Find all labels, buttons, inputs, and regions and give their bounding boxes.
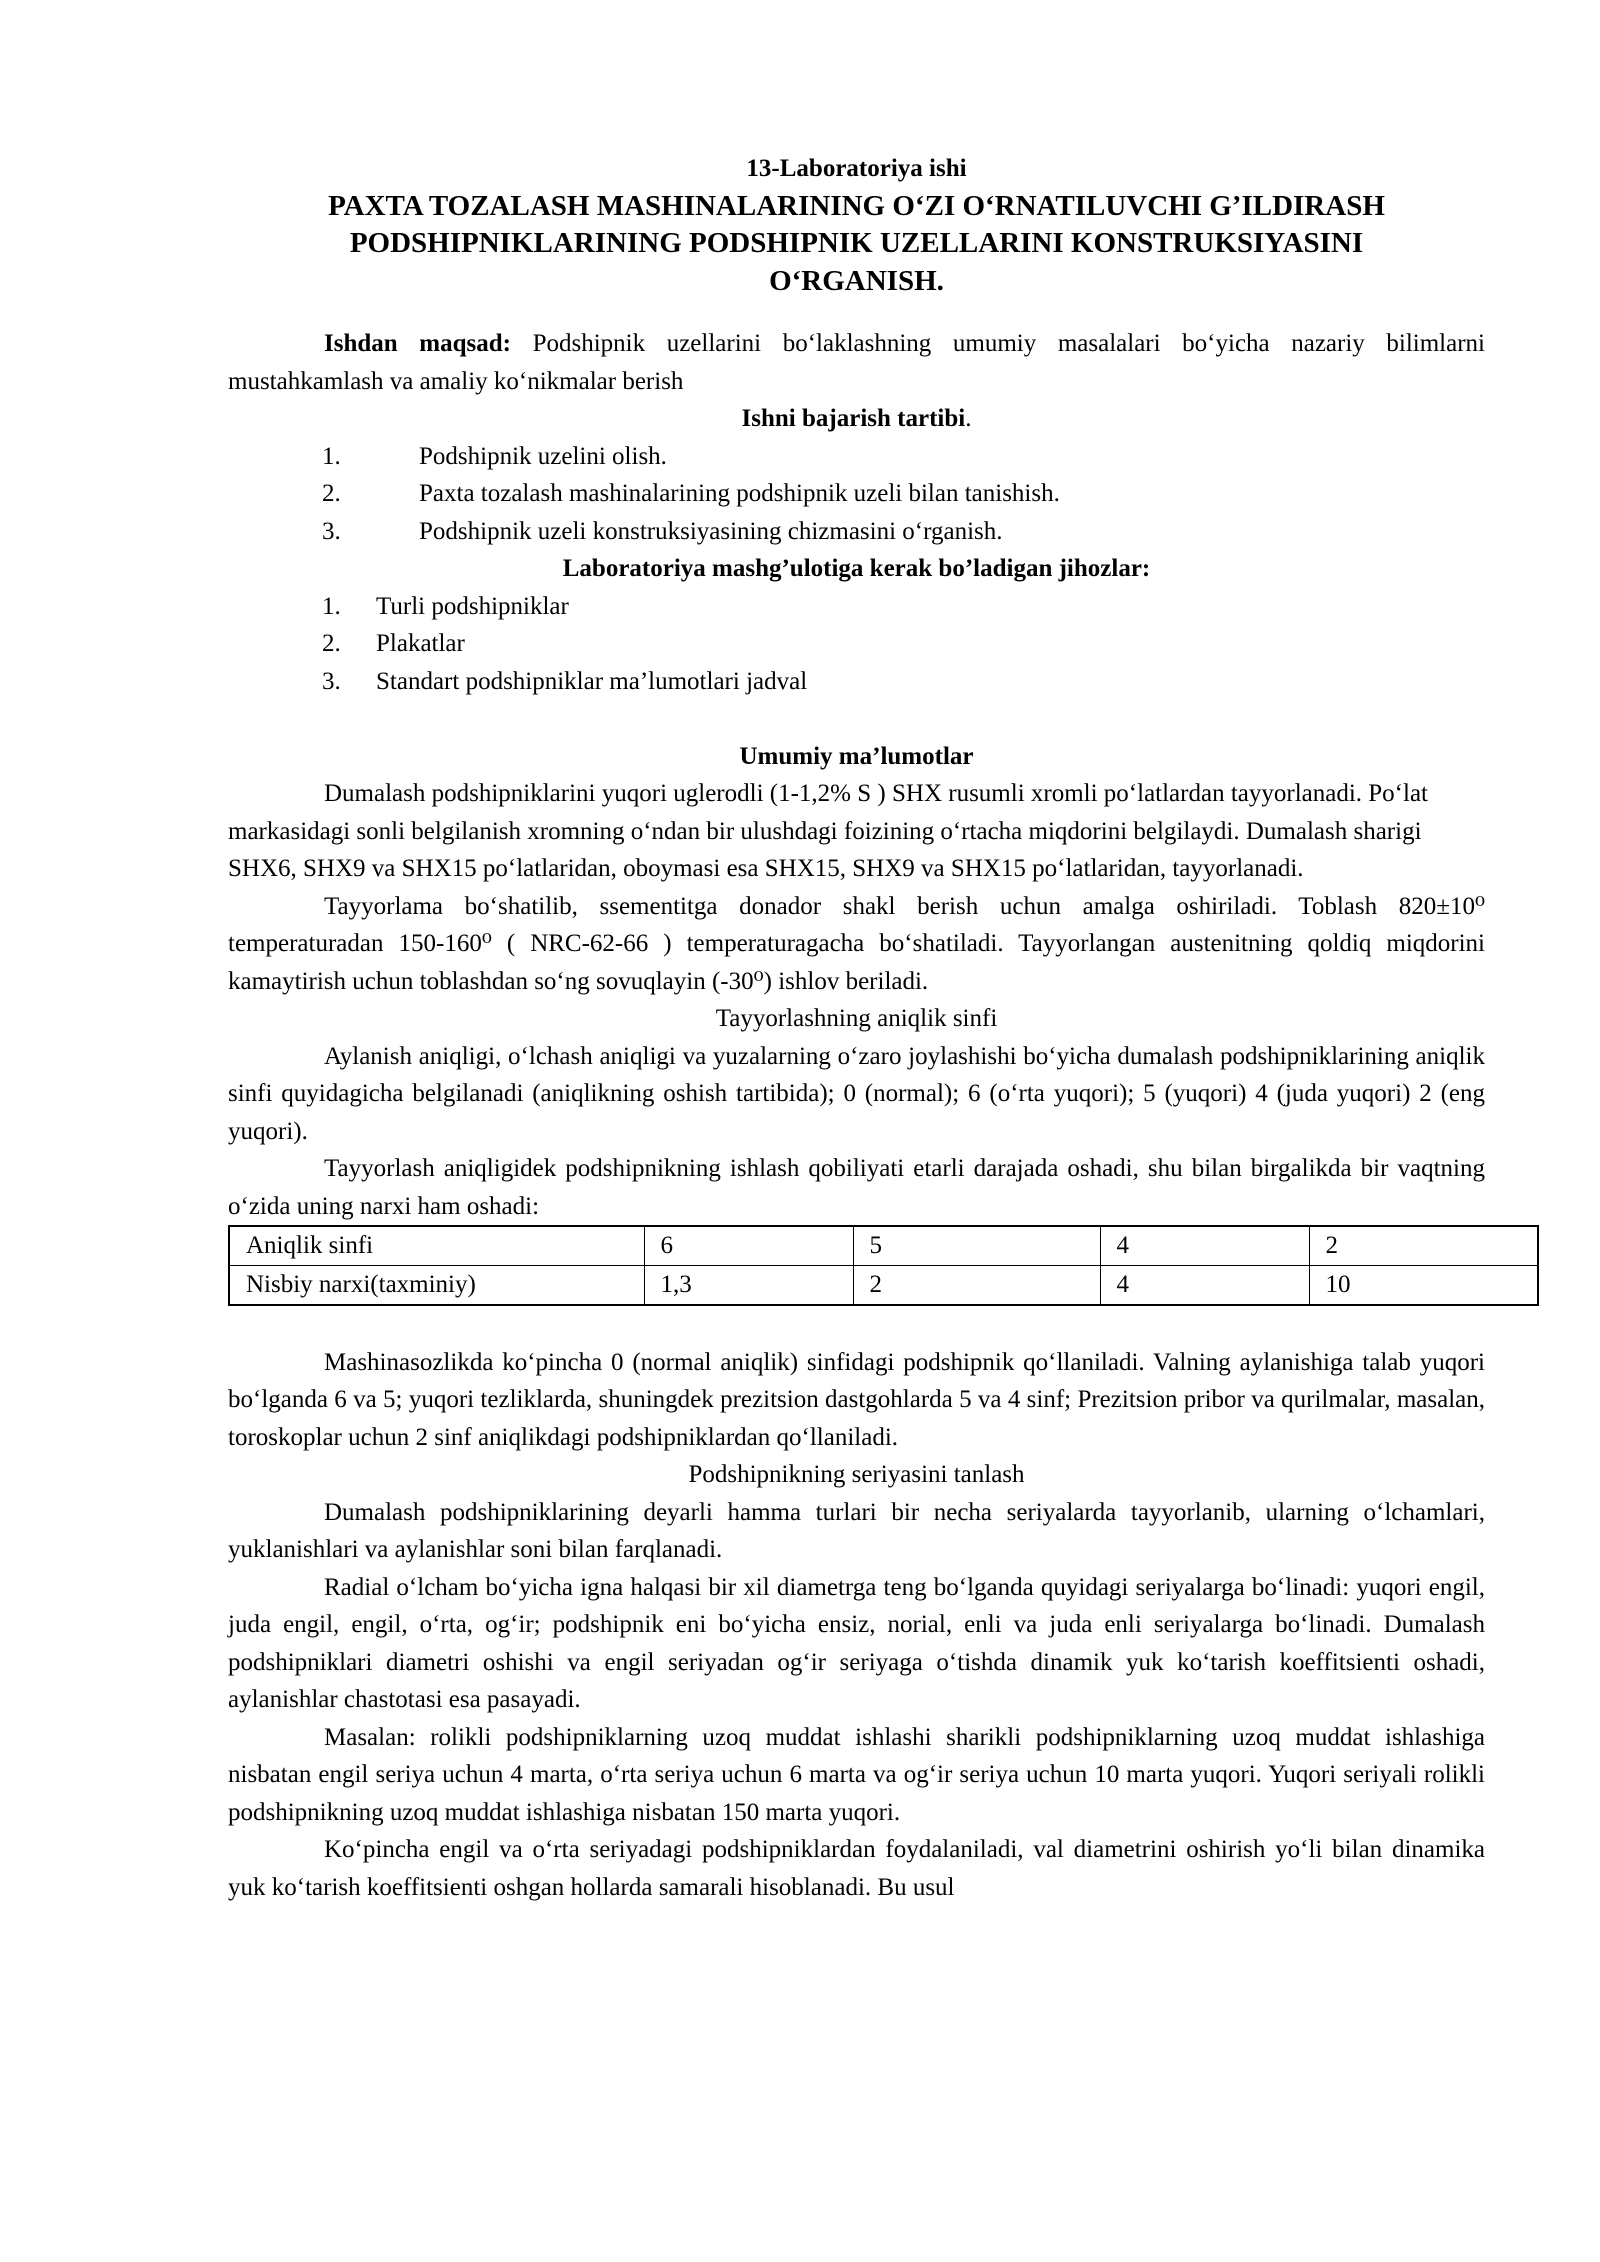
table-cell: 6 [644,1226,853,1266]
table-cell: Aniqlik sinfi [229,1226,644,1266]
table-cell: 5 [853,1226,1100,1266]
equipment-heading: Laboratoriya mashg’ulotiga kerak bo’ladigan jihozlar: [562,555,1151,582]
procedure-item-1 [228,438,1485,476]
lab-number-title: 13-Laboratoriya ishi [746,155,967,182]
accuracy-class-heading: Tayyorlashning aniqlik sinfi [715,1005,998,1032]
accuracy-classes-paragraph: Aylanish aniqligi, o‘lchash aniqligi va yuzalarning o‘zaro joylashishi bo‘yicha dumalash podshipniklarining aniqlik sinfi quyidagicha belgilanadi (aniqlikning oshish tartibida); 0 (normal); 6 (o‘rta yuqori); 5 (yuqori) 4 (juda yuqori) 2 (eng yuqori). [228,1042,1485,1145]
procedure-heading-text: Ishni bajarish tartibi [741,405,966,432]
equipment-item-2 [228,625,1485,663]
table-cell: 1,3 [644,1266,853,1306]
usage-paragraph: Mashinasozlikda ko‘pincha 0 (normal aniqlik) sinfidagi podshipnik qo‘llaniladi. Valning aylanishiga talab yuqori bo‘lganda 6 va 5; yuqori tezliklarda, shuningdek prezitsion dastgohlarda 5 va 4 sinf; Prezitsion pribor va qurilmalar, masalan, toroskoplar uchun 2 sinf aniqlikdagi podshipniklardan qo‘llaniladi. [228,1348,1485,1451]
accuracy-cost-paragraph: Tayyorlash aniqligidek podshipnikning ishlash qobiliyati etarli darajada oshadi, shu bilan birgalikda bir vaqtning o‘zida uning narxi ham oshadi: [228,1155,1485,1220]
table-cell: 4 [1100,1226,1309,1266]
series-conclusion-paragraph: Ko‘pincha engil va o‘rta seriyadagi podshipniklardan foydalaniladi, val diametrini oshirish yo‘li bilan dinamika yuk ko‘tarish koeffitsienti oshgan hollarda samarali hisoblanadi. Bu usul [228,1836,1485,1901]
procedure-item-2-text: Paxta tozalash mashinalarining podshipnik uzeli bilan tanishish. [419,480,1060,507]
table-row-relative-price [229,1266,1538,1306]
table-cell: 10 [1309,1266,1538,1306]
procedure-item-2-number: 2. [322,480,341,507]
equipment-item-2-number: 2. [322,630,341,657]
main-title-line-2: PODSHIPNIKLARINING PODSHIPNIK UZELLARINI KONSTRUKSIYASINI [349,227,1364,259]
table-row-accuracy-class [229,1226,1538,1266]
procedure-item-3-number: 3. [322,517,341,545]
heat-treatment-paragraph: Tayyorlama bo‘shatilib, ssementitga donador shakl berish uchun amalga oshiriladi. Toblash 820±10⁰ temperaturadan 150-160⁰ ( NRC-62-66 ) temperaturagacha bo‘shatiladi. Tayyorlangan austenitning qoldiq miqdorini kamaytirish uchun toblashdan so‘ng sovuqlayin (-30⁰) ishlov beriladi. [228,892,1485,995]
main-title-line-3: O‘RGANISH. [769,264,944,297]
purpose-text: Podshipnik uzellarini bo‘laklashning umumiy masalalari bo‘yicha nazariy bilimlarni mustahkamlash va amaliy ko‘nikmalar berish [228,330,1486,395]
procedure-item-1-text: Podshipnik uzelini olish. [419,442,667,470]
series-types-paragraph: Dumalash podshipniklarining deyarli hamma turlari bir necha seriyalarda tayyorlanib, ularning o‘lchamlari, yuklanishlari va aylanishlar soni bilan farqlanadi. [228,1498,1485,1563]
series-dimensions-paragraph: Radial o‘lcham bo‘yicha igna halqasi bir xil diametrga teng bo‘lganda quyidagi seriyalarga bo‘linadi: yuqori engil, juda engil, engil, o‘rta, og‘ir; podshipnik eni bo‘yicha ensiz, norial, enli va juda enli seriyalarga bo‘linadi. Dumalash podshipniklari diametri oshishi va engil seriyadan og‘ir seriyaga o‘tishda dinamik yuk ko‘tarish koeffitsienti oshadi, aylanishlar chastotasi esa pasayadi. [228,1573,1485,1713]
equipment-item-1-number: 1. [322,592,341,620]
procedure-item-3-text: Podshipnik uzeli konstruksiyasining chizmasini o‘rganish. [419,517,1003,545]
equipment-item-1 [228,588,1485,626]
table-cell: Nisbiy narxi(taxminiy) [229,1266,644,1306]
procedure-heading-period: . [965,405,972,432]
procedure-item-2 [228,475,1485,513]
equipment-item-1-text: Turli podshipniklar [376,592,569,620]
equipment-item-3-text: Standart podshipniklar ma’lumotlari jadval [376,667,808,695]
table-cell: 4 [1100,1266,1309,1306]
materials-paragraph: Dumalash podshipniklarini yuqori uglerodli (1-1,2% S ) SHX rusumli xromli po‘latlardan tayyorlanadi. Po‘lat markasidagi sonli belgilanish xromning o‘ndan bir ulushdagi foizining o‘rtacha miqdorini belgilaydi. Dumalash sharigi SHX6, SHX9 va SHX15 po‘latlaridan, oboymasi esa SHX15, SHX9 va SHX15 po‘latlaridan, tayyorlanadi. [228,780,1428,882]
series-example-paragraph: Masalan: rolikli podshipniklarning uzoq muddat ishlashi sharikli podshipniklarning uzoq muddat ishlashiga nisbatan engil seriya uchun 4 marta, o‘rta seriya uchun 6 marta va og‘ir seriya uchun 10 marta yuqori. Yuqori seriyali rolikli podshipnikning uzoq muddat ishlashiga nisbatan 150 marta yuqori. [228,1723,1485,1826]
purpose-label: Ishdan maqsad: [324,330,511,357]
series-selection-heading: Podshipnikning seriyasini tanlash [688,1461,1025,1488]
table-cell: 2 [853,1266,1100,1306]
general-info-heading: Umumiy ma’lumotlar [739,742,974,770]
purpose-paragraph [228,325,1485,400]
equipment-item-2-text: Plakatlar [376,630,465,657]
procedure-item-3 [228,513,1485,551]
procedure-item-1-number: 1. [322,442,341,470]
accuracy-price-table [228,1225,1539,1306]
table-cell: 2 [1309,1226,1538,1266]
equipment-item-3-number: 3. [322,667,341,695]
main-title-line-1: PAXTA TOZALASH MASHINALARINING O‘ZI O‘RNATILUVCHI G’ILDIRASH [328,189,1385,222]
blank-line [228,700,1485,738]
equipment-item-3 [228,663,1485,701]
procedure-heading [228,400,1485,438]
